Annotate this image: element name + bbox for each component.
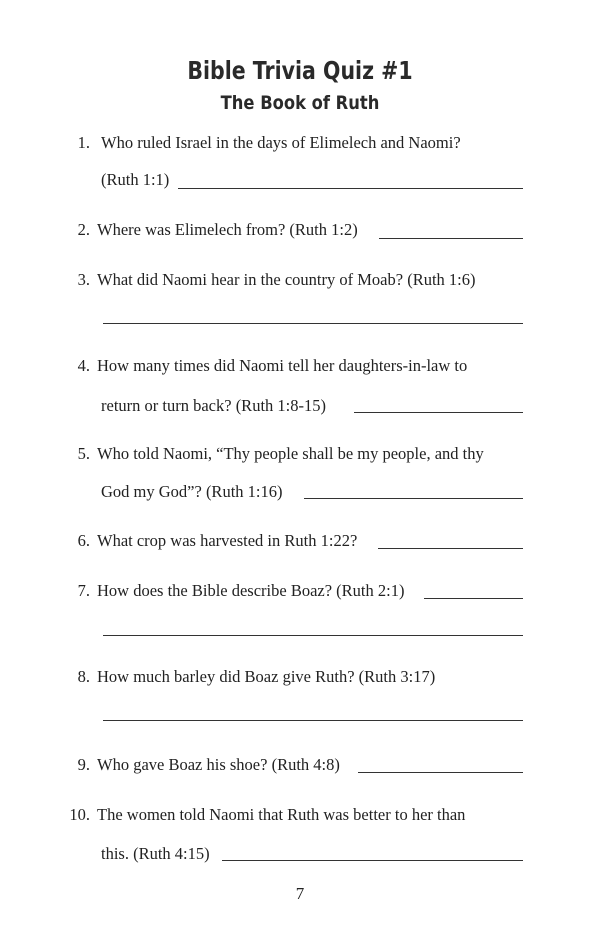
answer-blank[interactable]: [379, 238, 523, 239]
answer-blank[interactable]: [378, 548, 523, 549]
question-text: What crop was harvested in Ruth 1:22?: [97, 531, 358, 550]
answer-blank[interactable]: [103, 323, 523, 324]
page-number: 7: [295, 884, 305, 903]
question-number: 1.: [77, 133, 90, 152]
answer-blank[interactable]: [103, 720, 523, 721]
answer-blank[interactable]: [354, 412, 523, 413]
question-number: 4.: [77, 356, 90, 375]
question-number: 8.: [77, 667, 90, 686]
question-number: 2.: [77, 220, 90, 239]
question-text: How many times did Naomi tell her daughters-in-law to: [97, 356, 468, 375]
question-text: What did Naomi hear in the country of Moab? (Ruth 1:6): [97, 270, 476, 289]
question-reference: God my God”? (Ruth 1:16): [101, 482, 283, 501]
answer-blank-continued[interactable]: [103, 635, 523, 636]
answer-blank[interactable]: [358, 772, 523, 773]
question-number: 6.: [77, 531, 90, 550]
question-text: Who told Naomi, “Thy people shall be my people, and thy: [97, 444, 484, 463]
answer-blank[interactable]: [304, 498, 523, 499]
question-text: Who gave Boaz his shoe? (Ruth 4:8): [97, 755, 340, 774]
question-number: 10.: [69, 805, 90, 824]
answer-blank[interactable]: [424, 598, 523, 599]
quiz-subtitle: The Book of Ruth: [220, 92, 380, 114]
answer-blank[interactable]: [178, 188, 523, 189]
question-number: 9.: [77, 755, 90, 774]
question-number: 5.: [77, 444, 90, 463]
question-text: How much barley did Boaz give Ruth? (Ruth 3:17): [97, 667, 436, 686]
question-text: How does the Bible describe Boaz? (Ruth 2:1): [97, 581, 405, 600]
question-reference: this. (Ruth 4:15): [101, 844, 210, 863]
question-reference: (Ruth 1:1): [101, 170, 170, 189]
answer-blank[interactable]: [222, 860, 523, 861]
question-text: Who ruled Israel in the days of Elimelech and Naomi?: [101, 133, 461, 152]
question-number: 7.: [77, 581, 90, 600]
question-text: The women told Naomi that Ruth was better to her than: [97, 805, 466, 824]
question-text: Where was Elimelech from? (Ruth 1:2): [97, 220, 358, 239]
question-number: 3.: [77, 270, 90, 289]
question-reference: return or turn back? (Ruth 1:8-15): [101, 396, 326, 415]
quiz-title: Bible Trivia Quiz #1: [187, 56, 413, 85]
